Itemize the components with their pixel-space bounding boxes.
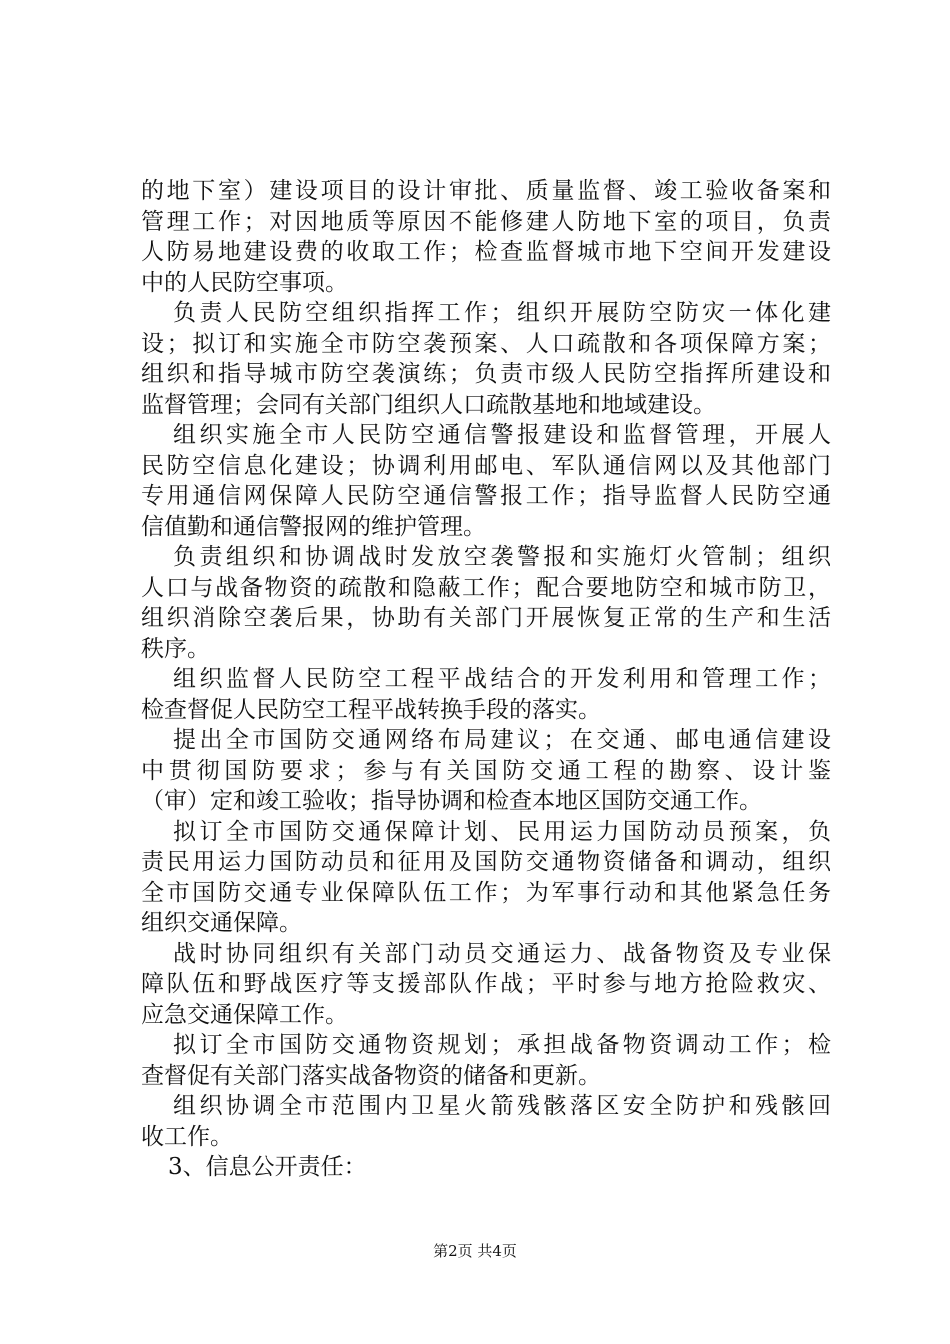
text-line: 信值勤和通信警报网的维护管理。 <box>141 513 486 540</box>
text-line: 检查督促人民防空工程平战转换手段的落实。 <box>141 696 601 723</box>
text-line: 组织监督人民防空工程平战结合的开发利用和管理工作； <box>173 666 831 692</box>
text-line: 提出全市国防交通网络布局建议；在交通、邮电通信建设 <box>173 727 831 753</box>
text-line: 收工作。 <box>141 1123 233 1150</box>
text-line: 秩序。 <box>141 635 210 662</box>
text-line: 负责组织和协调战时发放空袭警报和实施灯火管制；组织 <box>173 544 831 570</box>
paragraph <box>141 817 831 939</box>
paragraph <box>141 420 831 542</box>
text-line: 组织交通保障。 <box>141 910 302 936</box>
text-line: 负责人民防空组织指挥工作；组织开展防空防灾一体化建 <box>173 300 831 326</box>
text-line: 管理工作；对因地质等原因不能修建人防地下室的项目，负责 <box>141 208 831 235</box>
paragraph <box>141 176 831 298</box>
text-line: 民防空信息化建设；协调利用邮电、军队通信网以及其他部门 <box>141 452 831 479</box>
text-line: 全市国防交通专业保障队伍工作；为军事行动和其他紧急任务 <box>141 879 831 906</box>
text-line: 专用通信网保障人民防空通信警报工作；指导监督人民防空通 <box>141 483 831 509</box>
text-line: 查督促有关部门落实战备物资的储备和更新。 <box>141 1062 601 1089</box>
paragraph <box>141 939 831 1031</box>
text-line: 人防易地建设费的收取工作；检查监督城市地下空间开发建设 <box>141 239 831 265</box>
text-line: 监督管理；会同有关部门组织人口疏散基地和地域建设。 <box>141 391 716 418</box>
paragraph <box>141 1030 831 1091</box>
text-line: 拟订全市国防交通保障计划、民用运力国防动员预案，负 <box>173 818 831 845</box>
paragraph <box>141 725 831 817</box>
text-line: 战时协同组织有关部门动员交通运力、战备物资及专业保 <box>173 940 831 967</box>
text-line: 拟订全市国防交通物资规划；承担战备物资调动工作；检 <box>173 1032 831 1058</box>
text-line: 组织实施全市人民防空通信警报建设和监督管理，开展人 <box>173 422 831 448</box>
paragraph <box>141 664 831 725</box>
section-heading <box>141 1152 831 1183</box>
text-line: 责民用运力国防动员和征用及国防交通物资储备和调动，组织 <box>141 849 831 875</box>
paragraph <box>141 542 831 664</box>
text-line: 设；拟订和实施全市防空袭预案、人口疏散和各项保障方案； <box>141 330 831 357</box>
text-line: 组织协调全市范围内卫星火箭残骸落区安全防护和残骸回 <box>173 1093 831 1119</box>
document-body <box>141 176 831 1183</box>
page-footer: 第2页 共4页 <box>433 1242 517 1260</box>
text-line: 人口与战备物资的疏散和隐蔽工作；配合要地防空和城市防卫， <box>141 574 831 601</box>
text-line: 组织消除空袭后果，协助有关部门开展恢复正常的生产和生活 <box>141 605 831 631</box>
text-line: 应急交通保障工作。 <box>141 1001 348 1028</box>
text-line: （审）定和竣工验收；指导协调和检查本地区国防交通工作。 <box>141 788 762 814</box>
text-line: 中的人民防空事项。 <box>141 269 348 296</box>
text-line: 障队伍和野战医疗等支援部队作战；平时参与地方抢险救灾、 <box>141 971 831 997</box>
text-line: 3、信息公开责任： <box>168 1154 367 1180</box>
paragraph <box>141 298 831 420</box>
paragraph <box>141 1091 831 1152</box>
text-line: 中贯彻国防要求；参与有关国防交通工程的勘察、设计鉴 <box>141 757 831 784</box>
text-line: 的地下室）建设项目的设计审批、质量监督、竣工验收备案和 <box>141 178 831 204</box>
text-line: 组织和指导城市防空袭演练；负责市级人民防空指挥所建设和 <box>141 361 831 387</box>
